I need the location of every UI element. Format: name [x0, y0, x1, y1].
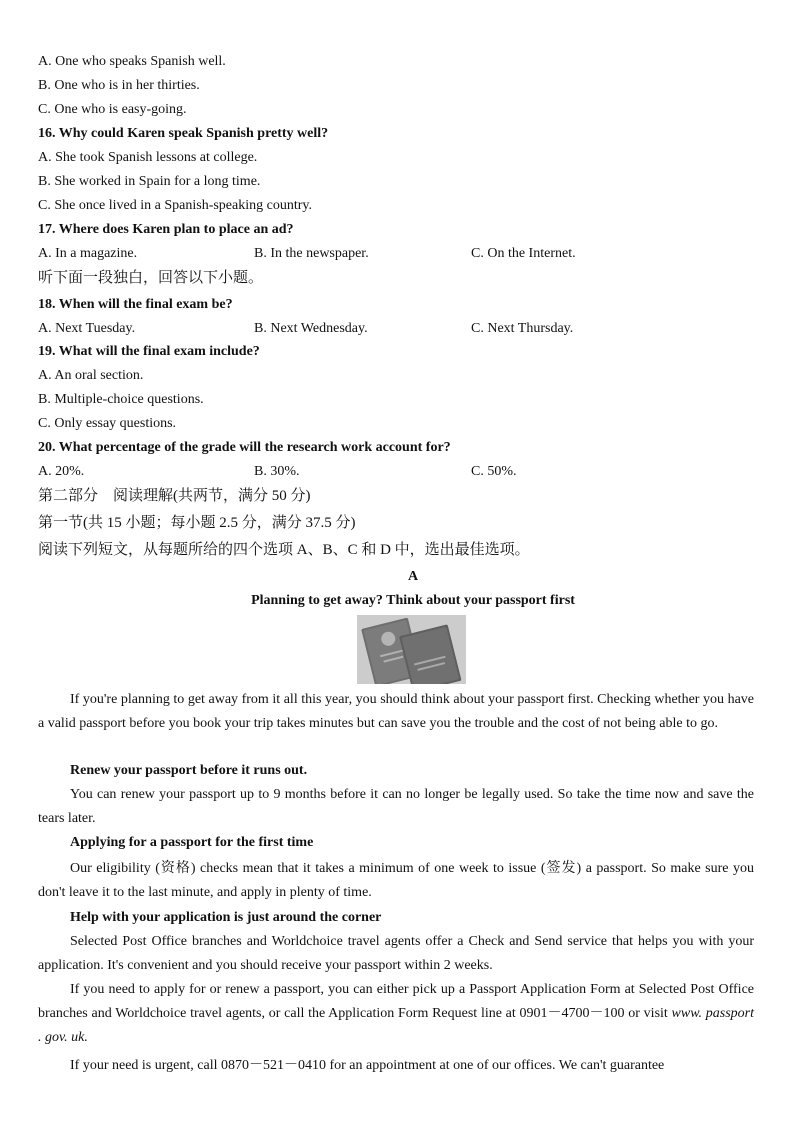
passage-title: Planning to get away? Think about your passport first — [251, 593, 575, 608]
q20-option-b: B. 30%. — [254, 464, 300, 479]
q16-option-c: C. She once lived in a Spanish-speaking country. — [38, 198, 312, 213]
q15-option-c: C. One who is easy-going. — [38, 102, 187, 117]
passport-website-link[interactable]: www. passport . gov. uk. — [38, 1006, 754, 1045]
passage-paragraph-6: If your need is urgent, call 0870－521－0410 for an appointment at one of our offices. We can't guarantee — [70, 1058, 665, 1073]
q19-option-b: B. Multiple-choice questions. — [38, 392, 204, 407]
q18-option-b: B. Next Wednesday. — [254, 321, 368, 336]
q17-option-b: B. In the newspaper. — [254, 246, 369, 261]
q16-option-a: A. She took Spanish lessons at college. — [38, 150, 258, 165]
passport-photo — [357, 615, 466, 684]
passage-paragraph-4: Selected Post Office branches and Worldchoice travel agents offer a Check and Send service that helps you with your application. It's convenient and you should receive your passport within 2 weeks. — [38, 934, 754, 973]
q20-question: 20. What percentage of the grade will the research work account for? — [38, 440, 451, 455]
q15-option-b: B. One who is in her thirties. — [38, 78, 200, 93]
q19-question: 19. What will the final exam include? — [38, 344, 260, 359]
reading-instruction: 阅读下列短文，从每题所给的四个选项 A、B、C 和 D 中，选出最佳选项。 — [38, 542, 530, 558]
q18-question: 18. When will the final exam be? — [38, 297, 233, 312]
monologue-intro: 听下面一段独白，回答以下小题。 — [38, 270, 264, 286]
q20-option-a: A. 20%. — [38, 464, 85, 479]
passage-paragraph-5 — [38, 978, 754, 1050]
q17-option-c: C. On the Internet. — [471, 246, 576, 261]
paragraph-5-text: If you need to apply for or renew a passport, you can either pick up a Passport Application Form at Selected Post Office branches and Worldchoice travel agents, or call the Application Form Request line at 0901－4700－100 or visit — [38, 982, 754, 1021]
part2-heading: 第二部分 阅读理解(共两节，满分 50 分) — [38, 488, 311, 504]
q19-option-c: C. Only essay questions. — [38, 416, 177, 431]
passage-paragraph-2: You can renew your passport up to 9 months before it can no longer be legally used. So take the time now and save the tears later. — [38, 787, 754, 826]
q19-option-a: A. An oral section. — [38, 368, 144, 383]
q18-option-c: C. Next Thursday. — [471, 321, 574, 336]
q17-question: 17. Where does Karen plan to place an ad? — [38, 222, 294, 237]
q18-option-a: A. Next Tuesday. — [38, 321, 136, 336]
q16-question: 16. Why could Karen speak Spanish pretty well? — [38, 126, 329, 141]
q15-option-a: A. One who speaks Spanish well. — [38, 54, 226, 69]
subheading-renew: Renew your passport before it runs out. — [70, 763, 308, 778]
passage-paragraph-1: If you're planning to get away from it all this year, you should think about your passport first. Checking whether you have a valid passport before you book your trip takes minutes but can save you the trouble and the cost of not being able to go. — [38, 692, 754, 731]
subheading-help: Help with your application is just around the corner — [70, 910, 382, 925]
q16-option-b: B. She worked in Spain for a long time. — [38, 174, 261, 189]
q17-option-a: A. In a magazine. — [38, 246, 138, 261]
q20-option-c: C. 50%. — [471, 464, 517, 479]
passage-paragraph-3: Our eligibility (资格) checks mean that it takes a minimum of one week to issue (签发) a passport. So make sure you don't leave it to the last minute, and apply in plenty of time. — [38, 861, 754, 900]
passage-label: A — [407, 569, 419, 584]
section1-heading: 第一节(共 15 小题；每小题 2.5 分，满分 37.5 分) — [38, 515, 356, 531]
subheading-first-time: Applying for a passport for the first time — [70, 835, 314, 850]
